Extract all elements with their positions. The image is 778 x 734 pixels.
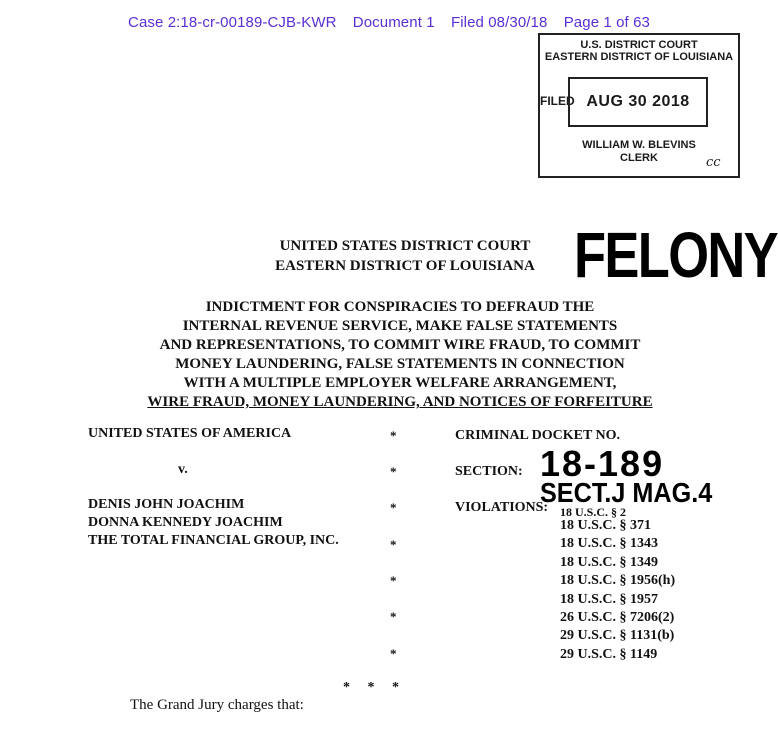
violation-item: 18 U.S.C. § 1349	[560, 554, 659, 570]
page-count: Page 1 of 63	[563, 14, 650, 31]
stamp-date: AUG 30 2018	[568, 77, 708, 127]
defendant: DENIS JOHN JOACHIM	[88, 497, 245, 512]
document-number: Document 1	[352, 14, 435, 31]
defendant: DONNA KENNEDY JOACHIM	[88, 515, 283, 530]
stamp-court-line2: EASTERN DISTRICT OF LOUISIANA	[544, 51, 734, 63]
caption-star: *	[390, 609, 397, 624]
stamp-initials: cc	[706, 155, 721, 170]
section-stamp: SECT.J MAG.4	[540, 477, 713, 508]
violation-item: 29 U.S.C. § 1149	[560, 646, 658, 662]
court-title-line1: UNITED STATES DISTRICT COURT	[279, 238, 531, 254]
stamp-court	[540, 39, 738, 63]
docket-number-stamp: 18-189	[540, 443, 665, 484]
defendant: THE TOTAL FINANCIAL GROUP, INC.	[88, 533, 339, 548]
indictment-line: MONEY LAUNDERING, FALSE STATEMENTS IN CONNECTION	[175, 356, 625, 372]
violation-item: 18 U.S.C. § 1343	[560, 536, 659, 552]
caption-star: *	[390, 646, 397, 661]
caption-star: *	[390, 573, 397, 588]
stamp-clerk-title: CLERK	[620, 152, 658, 164]
separator-stars: * * *	[343, 680, 399, 695]
violation-item: 18 U.S.C. § 1957	[560, 591, 659, 607]
opening-sentence: The Grand Jury charges that:	[130, 697, 304, 713]
caption-star: *	[390, 464, 397, 479]
violation-item: 29 U.S.C. § 1131(b)	[560, 628, 675, 644]
caption-star: *	[390, 428, 397, 443]
violation-partial: 18 U.S.C. § 2	[560, 505, 627, 519]
indictment-line: INDICTMENT FOR CONSPIRACIES TO DEFRAUD THE	[205, 299, 595, 315]
section-label: SECTION:	[455, 464, 523, 479]
case-number: Case 2:18-cr-00189-CJB-KWR	[128, 14, 337, 31]
filing-stamp	[538, 33, 740, 178]
plaintiff: UNITED STATES OF AMERICA	[88, 426, 292, 441]
indictment-line: INTERNAL REVENUE SERVICE, MAKE FALSE STATEMENTS	[182, 318, 618, 334]
versus: v.	[178, 462, 188, 477]
violations-list	[560, 517, 675, 664]
docket-label: CRIMINAL DOCKET NO.	[455, 428, 621, 443]
indictment-line: WITH A MULTIPLE EMPLOYER WELFARE ARRANGEMENT,	[183, 375, 617, 391]
violation-item: 26 U.S.C. § 7206(2)	[560, 610, 675, 626]
indictment-title	[120, 298, 680, 412]
caption-star: *	[390, 500, 397, 515]
stamp-clerk-name: WILLIAM W. BLEVINS	[582, 139, 696, 151]
caption-star: *	[390, 537, 397, 552]
violation-item: 18 U.S.C. § 1956(h)	[560, 573, 676, 589]
filed-date: Filed 08/30/18	[450, 14, 548, 31]
stamp-filed-label: FILED	[540, 94, 575, 108]
indictment-line-underlined: WIRE FRAUD, MONEY LAUNDERING, AND NOTICES OF FORFEITURE	[147, 394, 653, 410]
ecf-header	[0, 14, 778, 31]
court-title-line2: EASTERN DISTRICT OF LOUISIANA	[275, 258, 535, 274]
violation-item: 18 U.S.C. § 371	[560, 518, 652, 533]
indictment-line: AND REPRESENTATIONS, TO COMMIT WIRE FRAUD, TO COMMIT	[159, 337, 641, 353]
stamp-court-line1: U.S. DISTRICT COURT	[580, 39, 698, 51]
felony-stamp: FELONY	[574, 219, 778, 291]
violations-label: VIOLATIONS:	[455, 500, 549, 515]
